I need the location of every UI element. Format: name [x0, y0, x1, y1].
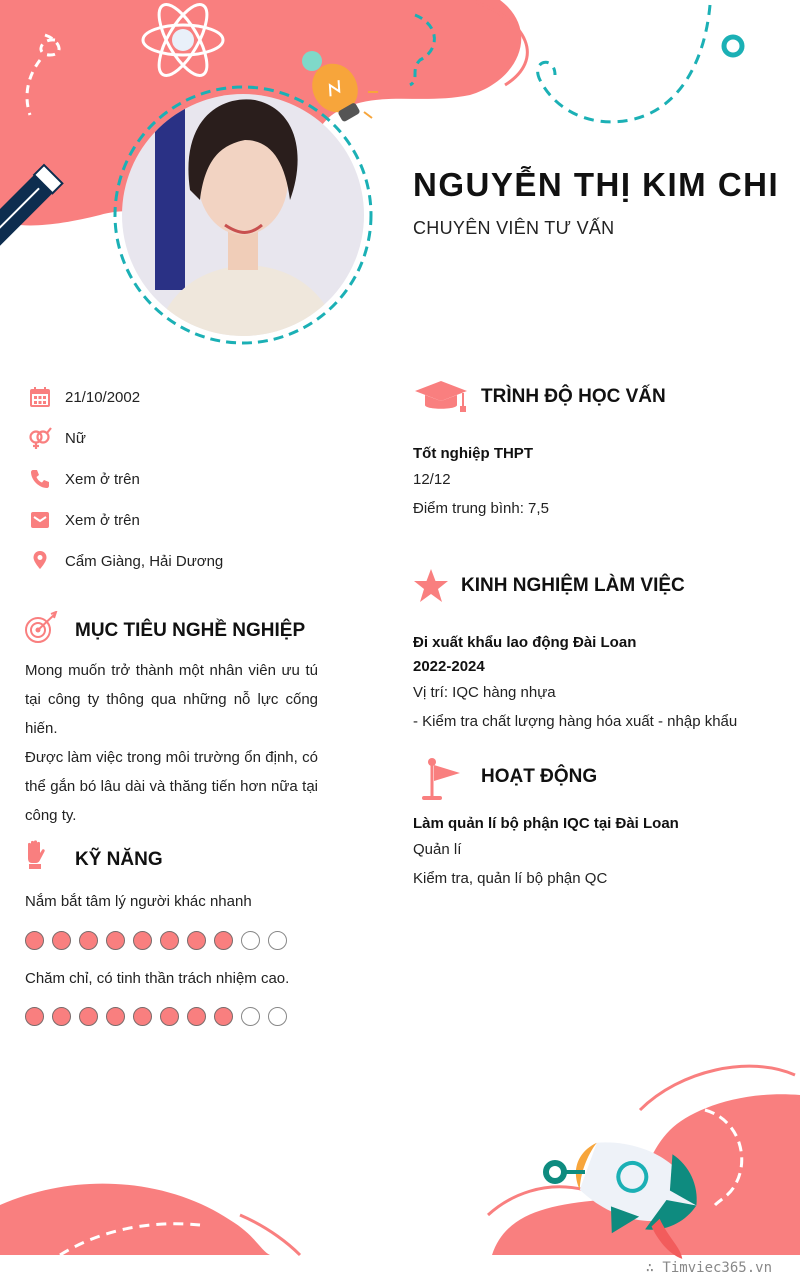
- info-gender: [28, 426, 86, 450]
- watermark-icon: ∴: [645, 1260, 663, 1276]
- rating-dot-filled: [133, 1007, 152, 1026]
- education-degree: Tốt nghiệp THPT: [413, 445, 533, 462]
- rating-dot-filled: [133, 931, 152, 950]
- objective-line: tại công ty thông qua những nỗ lực cống: [25, 691, 318, 708]
- rating-dot-filled: [79, 1007, 98, 1026]
- email-text: Xem ở trên: [65, 511, 140, 529]
- experience-position: Vị trí: IQC hàng nhựa: [413, 684, 556, 701]
- gender-icon: [28, 426, 52, 450]
- rating-dot-filled: [187, 1007, 206, 1026]
- objective-text: [25, 656, 318, 830]
- skill-rating: [25, 931, 295, 950]
- location-pin-icon: [28, 549, 52, 573]
- rating-dot-filled: [214, 931, 233, 950]
- teal-ring: [724, 37, 742, 55]
- bottom-left-blob: [0, 1184, 270, 1255]
- graduation-cap-icon: [413, 380, 469, 414]
- target-icon: [23, 611, 59, 645]
- skill-name: Nắm bắt tâm lý người khác nhanh: [25, 893, 252, 910]
- education-title: TRÌNH ĐỘ HỌC VẤN: [481, 386, 666, 407]
- hand-icon: [24, 839, 48, 871]
- info-address: [28, 549, 223, 573]
- calendar-icon: [28, 385, 52, 409]
- experience-company: Đi xuất khẩu lao động Đài Loan: [413, 634, 637, 651]
- activity-name: Làm quản lí bộ phận IQC tại Đài Loan: [413, 815, 679, 832]
- email-icon: [28, 508, 52, 532]
- experience-task: - Kiểm tra chất lượng hàng hóa xuất - nhập khẩu: [413, 713, 738, 730]
- rating-dot-filled: [160, 931, 179, 950]
- phone-icon: [28, 467, 52, 491]
- objective-line: hiến.: [25, 720, 58, 737]
- rating-dot-filled: [79, 931, 98, 950]
- rating-dot-filled: [25, 1007, 44, 1026]
- candidate-name: NGUYỄN THỊ KIM CHI: [413, 166, 780, 203]
- experience-period: 2022-2024: [413, 658, 485, 675]
- gender-text: Nữ: [65, 429, 86, 447]
- education-grade: 12/12: [413, 471, 451, 488]
- rating-dot-empty: [241, 931, 260, 950]
- objective-line: công ty.: [25, 807, 77, 824]
- flag-icon: [418, 757, 464, 803]
- skill-rating: [25, 1007, 295, 1026]
- activity-role: Quản lí: [413, 841, 462, 858]
- objective-line: thể gắn bó lâu dài và thăng tiến hơn nữa tại: [25, 778, 318, 795]
- skill-name: Chăm chỉ, có tinh thần trách nhiệm cao.: [25, 970, 290, 987]
- rating-dot-filled: [106, 931, 125, 950]
- rating-dot-filled: [25, 931, 44, 950]
- rating-dot-filled: [160, 1007, 179, 1026]
- education-gpa: Điểm trung bình: 7,5: [413, 500, 549, 517]
- star-icon: [413, 568, 449, 604]
- objective-line: Được làm việc trong môi trường ổn định, có: [25, 749, 318, 766]
- rating-dot-filled: [106, 1007, 125, 1026]
- rating-dot-filled: [187, 931, 206, 950]
- info-email: [28, 508, 140, 532]
- watermark: [646, 1260, 772, 1276]
- info-phone: [28, 467, 140, 491]
- info-birthday: [28, 385, 140, 409]
- rating-dot-filled: [214, 1007, 233, 1026]
- activity-desc: Kiểm tra, quản lí bộ phận QC: [413, 870, 608, 887]
- objective-title: MỤC TIÊU NGHỀ NGHIỆP: [75, 620, 306, 641]
- phone-text: Xem ở trên: [65, 470, 140, 488]
- watermark-text: Timviec365.vn: [662, 1260, 772, 1276]
- skills-title: KỸ NĂNG: [75, 849, 163, 870]
- birthday-text: 21/10/2002: [65, 388, 141, 406]
- activities-title: HOẠT ĐỘNG: [481, 766, 598, 787]
- rating-dot-filled: [52, 931, 71, 950]
- address-text: Cẩm Giàng, Hải Dương: [65, 552, 224, 570]
- objective-line: Mong muốn trở thành một nhân viên ưu tú: [25, 662, 318, 679]
- experience-title: KINH NGHIỆM LÀM VIỆC: [461, 575, 685, 596]
- dashed-teal-line: [538, 5, 710, 122]
- rating-dot-empty: [268, 1007, 287, 1026]
- rating-dot-empty: [268, 931, 287, 950]
- candidate-title: CHUYÊN VIÊN TƯ VẤN: [413, 218, 615, 238]
- rating-dot-empty: [241, 1007, 260, 1026]
- rating-dot-filled: [52, 1007, 71, 1026]
